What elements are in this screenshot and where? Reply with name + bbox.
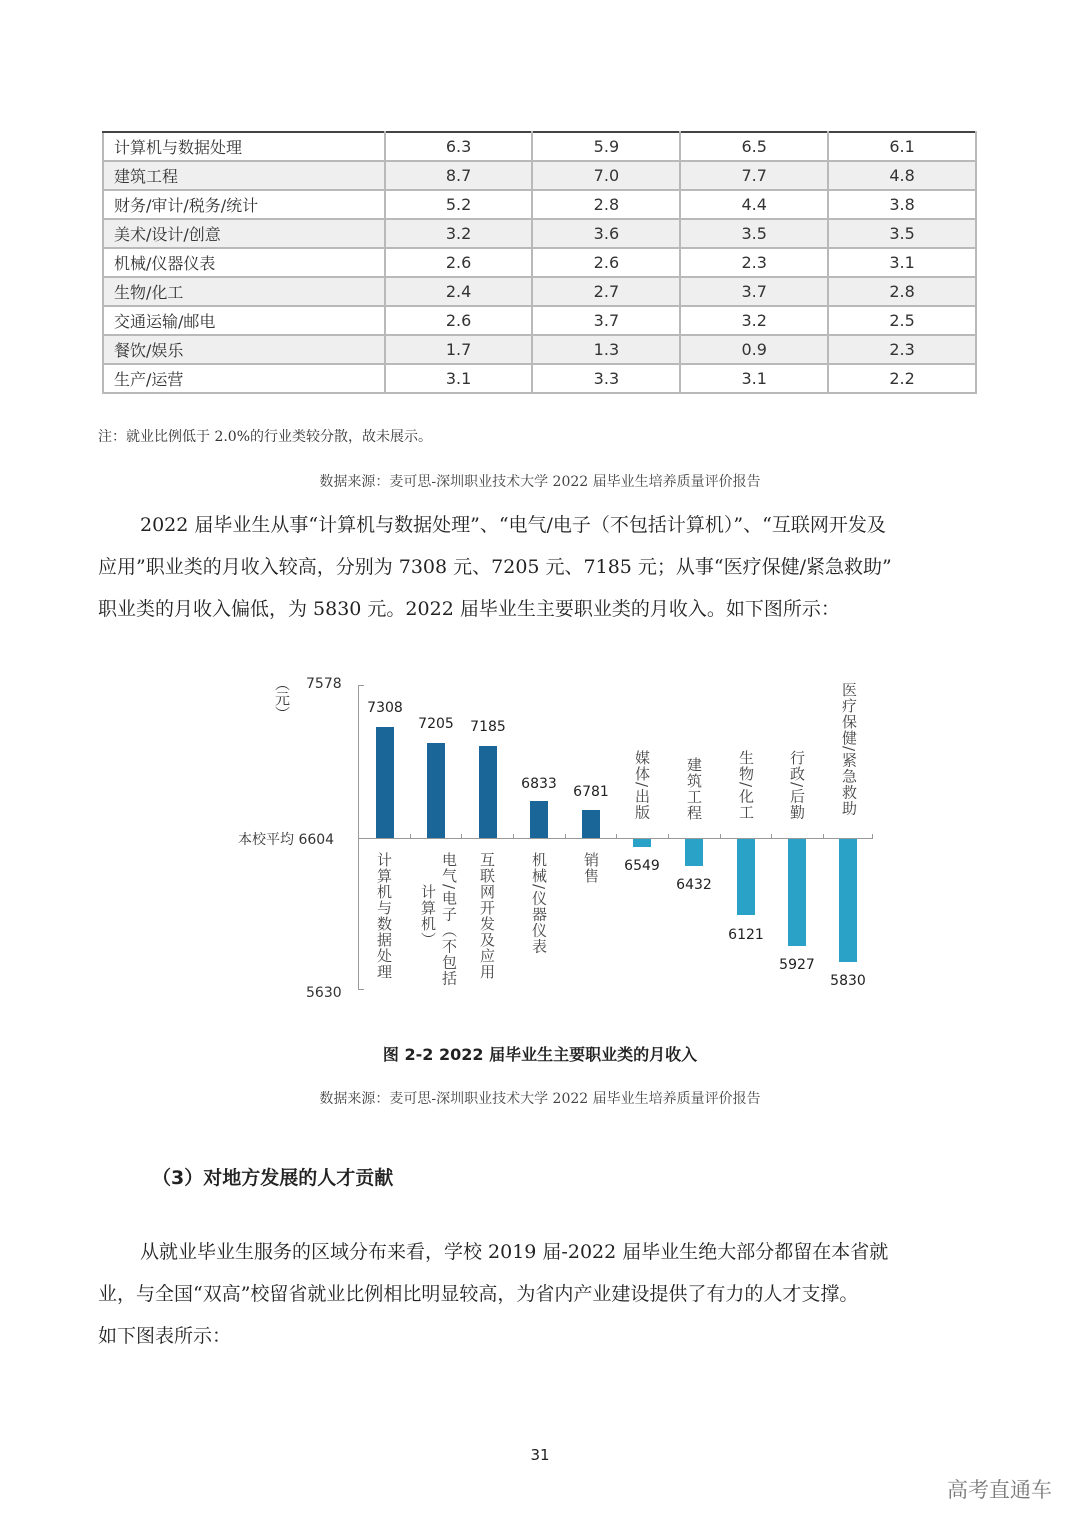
category-label: 计算机与数据处理 bbox=[375, 852, 393, 980]
cell: 2.5 bbox=[828, 306, 976, 335]
cell: 6.1 bbox=[828, 132, 976, 161]
bar-media bbox=[633, 839, 651, 847]
y-axis-tick bbox=[358, 685, 364, 686]
x-axis-tick bbox=[872, 834, 873, 839]
cell: 7.0 bbox=[532, 161, 680, 190]
bar-construction bbox=[685, 839, 703, 866]
row-name: 生产/运营 bbox=[103, 364, 385, 393]
bar-electrical bbox=[427, 743, 445, 838]
table-row bbox=[103, 132, 976, 161]
paragraph-line: 如下图表所示： bbox=[98, 1325, 232, 1347]
x-axis-tick bbox=[771, 834, 772, 839]
cell: 2.2 bbox=[828, 364, 976, 393]
bar-value: 6781 bbox=[573, 784, 609, 800]
section-paragraph bbox=[98, 1231, 988, 1357]
cell: 2.7 bbox=[532, 277, 680, 306]
bar-value: 5830 bbox=[830, 973, 866, 989]
cell: 3.1 bbox=[680, 364, 828, 393]
cell: 3.1 bbox=[828, 248, 976, 277]
cell: 4.8 bbox=[828, 161, 976, 190]
cell: 3.2 bbox=[680, 306, 828, 335]
category-label: 行政/后勤 bbox=[788, 750, 806, 821]
row-name: 餐饮/娱乐 bbox=[103, 335, 385, 364]
cell: 2.4 bbox=[385, 277, 533, 306]
cell: 1.3 bbox=[532, 335, 680, 364]
category-label: 计算机） bbox=[419, 884, 437, 948]
table-note: 注：就业比例低于 2.0%的行业类较分散，故未展示。 bbox=[98, 429, 433, 445]
category-label: 媒体/出版 bbox=[633, 750, 651, 821]
cell: 2.6 bbox=[532, 248, 680, 277]
row-name: 交通运输/邮电 bbox=[103, 306, 385, 335]
cell: 2.6 bbox=[385, 306, 533, 335]
category-label: 建筑工程 bbox=[685, 757, 703, 821]
cell: 3.7 bbox=[532, 306, 680, 335]
y-tick-average: 本校平均 6604 bbox=[238, 832, 335, 848]
y-axis-tick bbox=[358, 989, 364, 990]
bar-healthcare bbox=[839, 839, 857, 962]
category-label: 机械/仪器仪表 bbox=[530, 852, 548, 955]
bar-sales bbox=[582, 810, 600, 838]
bar-internet bbox=[479, 746, 497, 838]
row-name: 建筑工程 bbox=[103, 161, 385, 190]
category-label: 销售 bbox=[582, 852, 600, 884]
figure-source: 数据来源：麦可思-深圳职业技术大学 2022 届毕业生培养质量评价报告 bbox=[319, 1091, 761, 1107]
bar-value: 5927 bbox=[779, 957, 815, 973]
bar-value: 6121 bbox=[728, 927, 764, 943]
x-axis-tick bbox=[513, 834, 514, 839]
x-axis-tick bbox=[410, 834, 411, 839]
y-tick-min: 5630 bbox=[306, 985, 342, 1001]
y-tick-max: 7578 bbox=[306, 676, 342, 692]
table-row bbox=[103, 190, 976, 219]
cell: 2.3 bbox=[828, 335, 976, 364]
x-axis-tick bbox=[461, 834, 462, 839]
category-label: 医疗保健/紧急救助 bbox=[840, 682, 858, 817]
bar-biochem bbox=[737, 839, 755, 915]
cell: 5.9 bbox=[532, 132, 680, 161]
category-label: 生物/化工 bbox=[737, 750, 755, 821]
row-name: 生物/化工 bbox=[103, 277, 385, 306]
bar-computer-data bbox=[376, 727, 394, 838]
bar-value: 6549 bbox=[624, 858, 660, 874]
row-name: 计算机与数据处理 bbox=[103, 132, 385, 161]
bar-value: 7205 bbox=[418, 716, 454, 732]
bar-value: 6432 bbox=[676, 877, 712, 893]
cell: 3.5 bbox=[828, 219, 976, 248]
x-axis-tick bbox=[565, 834, 566, 839]
bar-value: 7185 bbox=[470, 719, 506, 735]
page-number: 31 bbox=[530, 1446, 550, 1464]
cell: 3.6 bbox=[532, 219, 680, 248]
table-row bbox=[103, 248, 976, 277]
cell: 3.5 bbox=[680, 219, 828, 248]
figure-caption: 图 2-2 2022 届毕业生主要职业类的月收入 bbox=[382, 1045, 698, 1064]
cell: 3.2 bbox=[385, 219, 533, 248]
paragraph-line: 应用”职业类的月收入较高，分别为 7308 元、7205 元、7185 元；从事“医疗保健/紧急救助” bbox=[98, 556, 892, 578]
cell: 3.7 bbox=[680, 277, 828, 306]
cell: 0.9 bbox=[680, 335, 828, 364]
section-heading: （3）对地方发展的人才贡献 bbox=[152, 1167, 394, 1189]
table-row bbox=[103, 219, 976, 248]
cell: 3.1 bbox=[385, 364, 533, 393]
x-axis-tick bbox=[823, 834, 824, 839]
table-row bbox=[103, 161, 976, 190]
category-label: 电气/电子（不包括 bbox=[440, 852, 458, 987]
paragraph-line: 从就业毕业生服务的区域分布来看，学校 2019 届-2022 届毕业生绝大部分都留在本省就 bbox=[140, 1241, 889, 1263]
table-row bbox=[103, 335, 976, 364]
paragraph-line: 职业类的月收入偏低，为 5830 元。2022 届毕业生主要职业类的月收入。如下图所示： bbox=[98, 598, 840, 620]
bar-value: 6833 bbox=[521, 776, 557, 792]
x-axis-tick bbox=[720, 834, 721, 839]
bar-machinery bbox=[530, 801, 548, 838]
cell: 2.6 bbox=[385, 248, 533, 277]
table-row bbox=[103, 364, 976, 393]
row-name: 财务/审计/税务/统计 bbox=[103, 190, 385, 219]
table-source: 数据来源：麦可思-深圳职业技术大学 2022 届毕业生培养质量评价报告 bbox=[319, 474, 761, 490]
cell: 5.2 bbox=[385, 190, 533, 219]
employment-ratio-table bbox=[102, 131, 977, 394]
cell: 3.3 bbox=[532, 364, 680, 393]
cell: 2.8 bbox=[828, 277, 976, 306]
cell: 6.5 bbox=[680, 132, 828, 161]
cell: 6.3 bbox=[385, 132, 533, 161]
bar-admin bbox=[788, 839, 806, 946]
paragraph-line: 业，与全国“双高”校留省就业比例相比明显较高，为省内产业建设提供了有力的人才支撑。 bbox=[98, 1283, 859, 1305]
x-axis-tick bbox=[668, 834, 669, 839]
cell: 2.3 bbox=[680, 248, 828, 277]
watermark: 高考直通车 bbox=[947, 1478, 1052, 1502]
cell: 1.7 bbox=[385, 335, 533, 364]
row-name: 美术/设计/创意 bbox=[103, 219, 385, 248]
x-axis-tick bbox=[616, 834, 617, 839]
category-label: 互联网开发及应用 bbox=[478, 852, 496, 980]
cell: 4.4 bbox=[680, 190, 828, 219]
cell: 3.8 bbox=[828, 190, 976, 219]
cell: 8.7 bbox=[385, 161, 533, 190]
bar-value: 7308 bbox=[367, 700, 403, 716]
income-paragraph bbox=[98, 504, 988, 630]
table-row bbox=[103, 306, 976, 335]
cell: 7.7 bbox=[680, 161, 828, 190]
paragraph-line: 2022 届毕业生从事“计算机与数据处理”、“电气/电子（不包括计算机）”、“互联网开发及 bbox=[140, 514, 886, 536]
y-axis-unit: （元） bbox=[273, 676, 291, 721]
row-name: 机械/仪器仪表 bbox=[103, 248, 385, 277]
cell: 2.8 bbox=[532, 190, 680, 219]
table-row bbox=[103, 277, 976, 306]
